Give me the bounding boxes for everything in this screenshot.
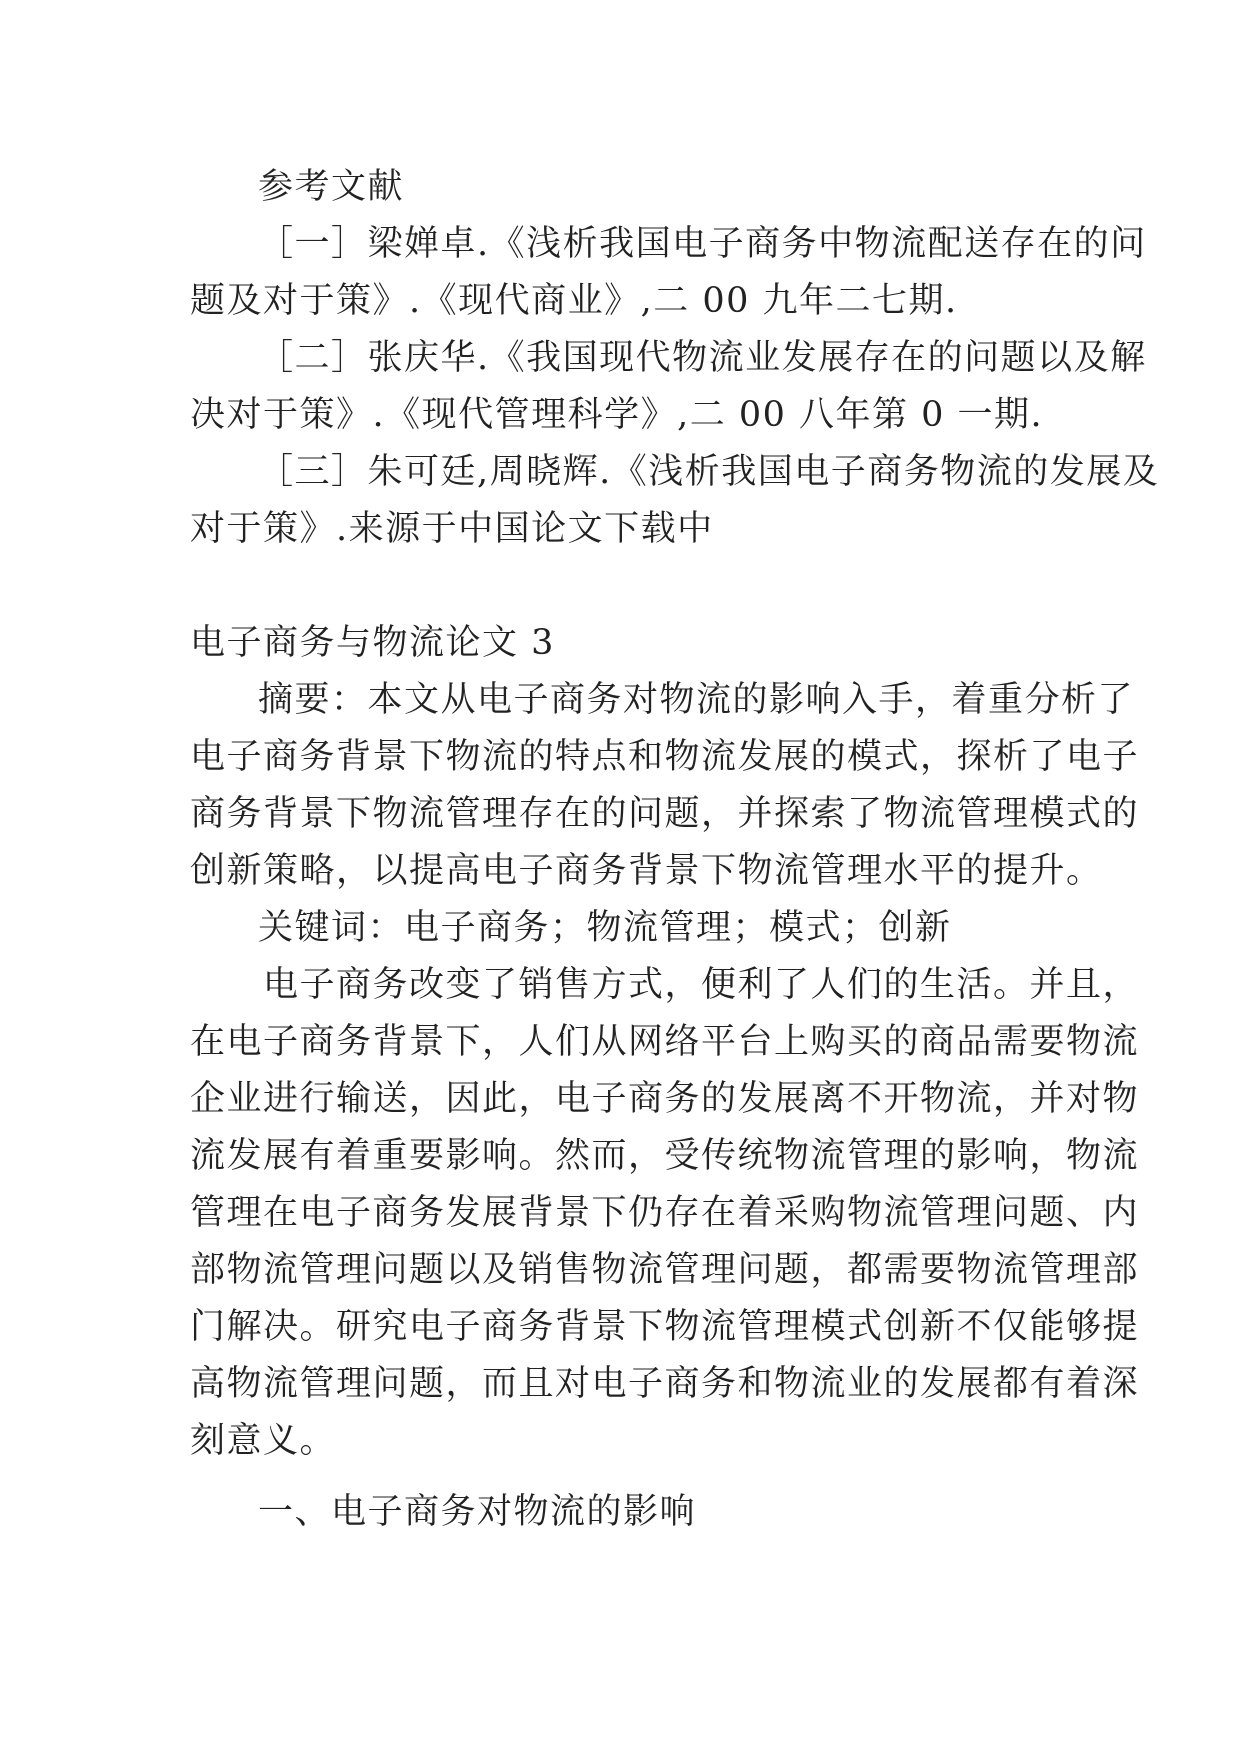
reference-3-line-2: 对于策》.来源于中国论文下载中 [190, 509, 714, 549]
abstract-line-4: 创新策略，以提高电子商务背景下物流管理水平的提升。 [190, 851, 1103, 891]
reference-1-line-2: 题及对于策》.《现代商业》,二 00 九年二七期. [190, 281, 958, 321]
reference-2-line-2: 决对于策》.《现代管理科学》,二 00 八年第 0 一期. [190, 395, 1044, 435]
body-line-2: 在电子商务背景下，人们从网络平台上购买的商品需要物流 [190, 1022, 1140, 1062]
body-line-5: 管理在电子商务发展背景下仍存在着采购物流管理问题、内 [190, 1193, 1140, 1233]
body-line-7: 门解决。研究电子商务背景下物流管理模式创新不仅能够提 [190, 1307, 1140, 1347]
body-line-4: 流发展有着重要影响。然而，受传统物流管理的影响，物流 [190, 1136, 1140, 1176]
body-line-6: 部物流管理问题以及销售物流管理问题，都需要物流管理部 [190, 1250, 1140, 1290]
reference-2-line-1: ［二］张庆华.《我国现代物流业发展存在的问题以及解 [258, 338, 1147, 378]
section-heading: 一、电子商务对物流的影响 [258, 1492, 697, 1532]
keywords: 关键词：电子商务；物流管理；模式；创新 [258, 908, 952, 948]
article-title: 电子商务与物流论文 3 [190, 623, 555, 663]
abstract-line-2: 电子商务背景下物流的特点和物流发展的模式，探析了电子 [190, 737, 1140, 777]
reference-3-line-1: ［三］朱可廷,周晓辉.《浅析我国电子商务物流的发展及 [258, 452, 1160, 492]
abstract-line-1: 摘要：本文从电子商务对物流的影响入手，着重分析了 [258, 680, 1135, 720]
body-line-3: 企业进行输送，因此，电子商务的发展离不开物流，并对物 [190, 1079, 1140, 1119]
reference-1-line-1: ［一］梁婵卓.《浅析我国电子商务中物流配送存在的问 [258, 224, 1147, 264]
body-line-9: 刻意义。 [190, 1421, 337, 1461]
abstract-line-3: 商务背景下物流管理存在的问题，并探索了物流管理模式的 [190, 794, 1140, 834]
body-line-1: 电子商务改变了销售方式，便利了人们的生活。并且， [263, 965, 1140, 1005]
references-heading: 参考文献 [258, 167, 405, 207]
body-line-8: 高物流管理问题，而且对电子商务和物流业的发展都有着深 [190, 1364, 1140, 1404]
